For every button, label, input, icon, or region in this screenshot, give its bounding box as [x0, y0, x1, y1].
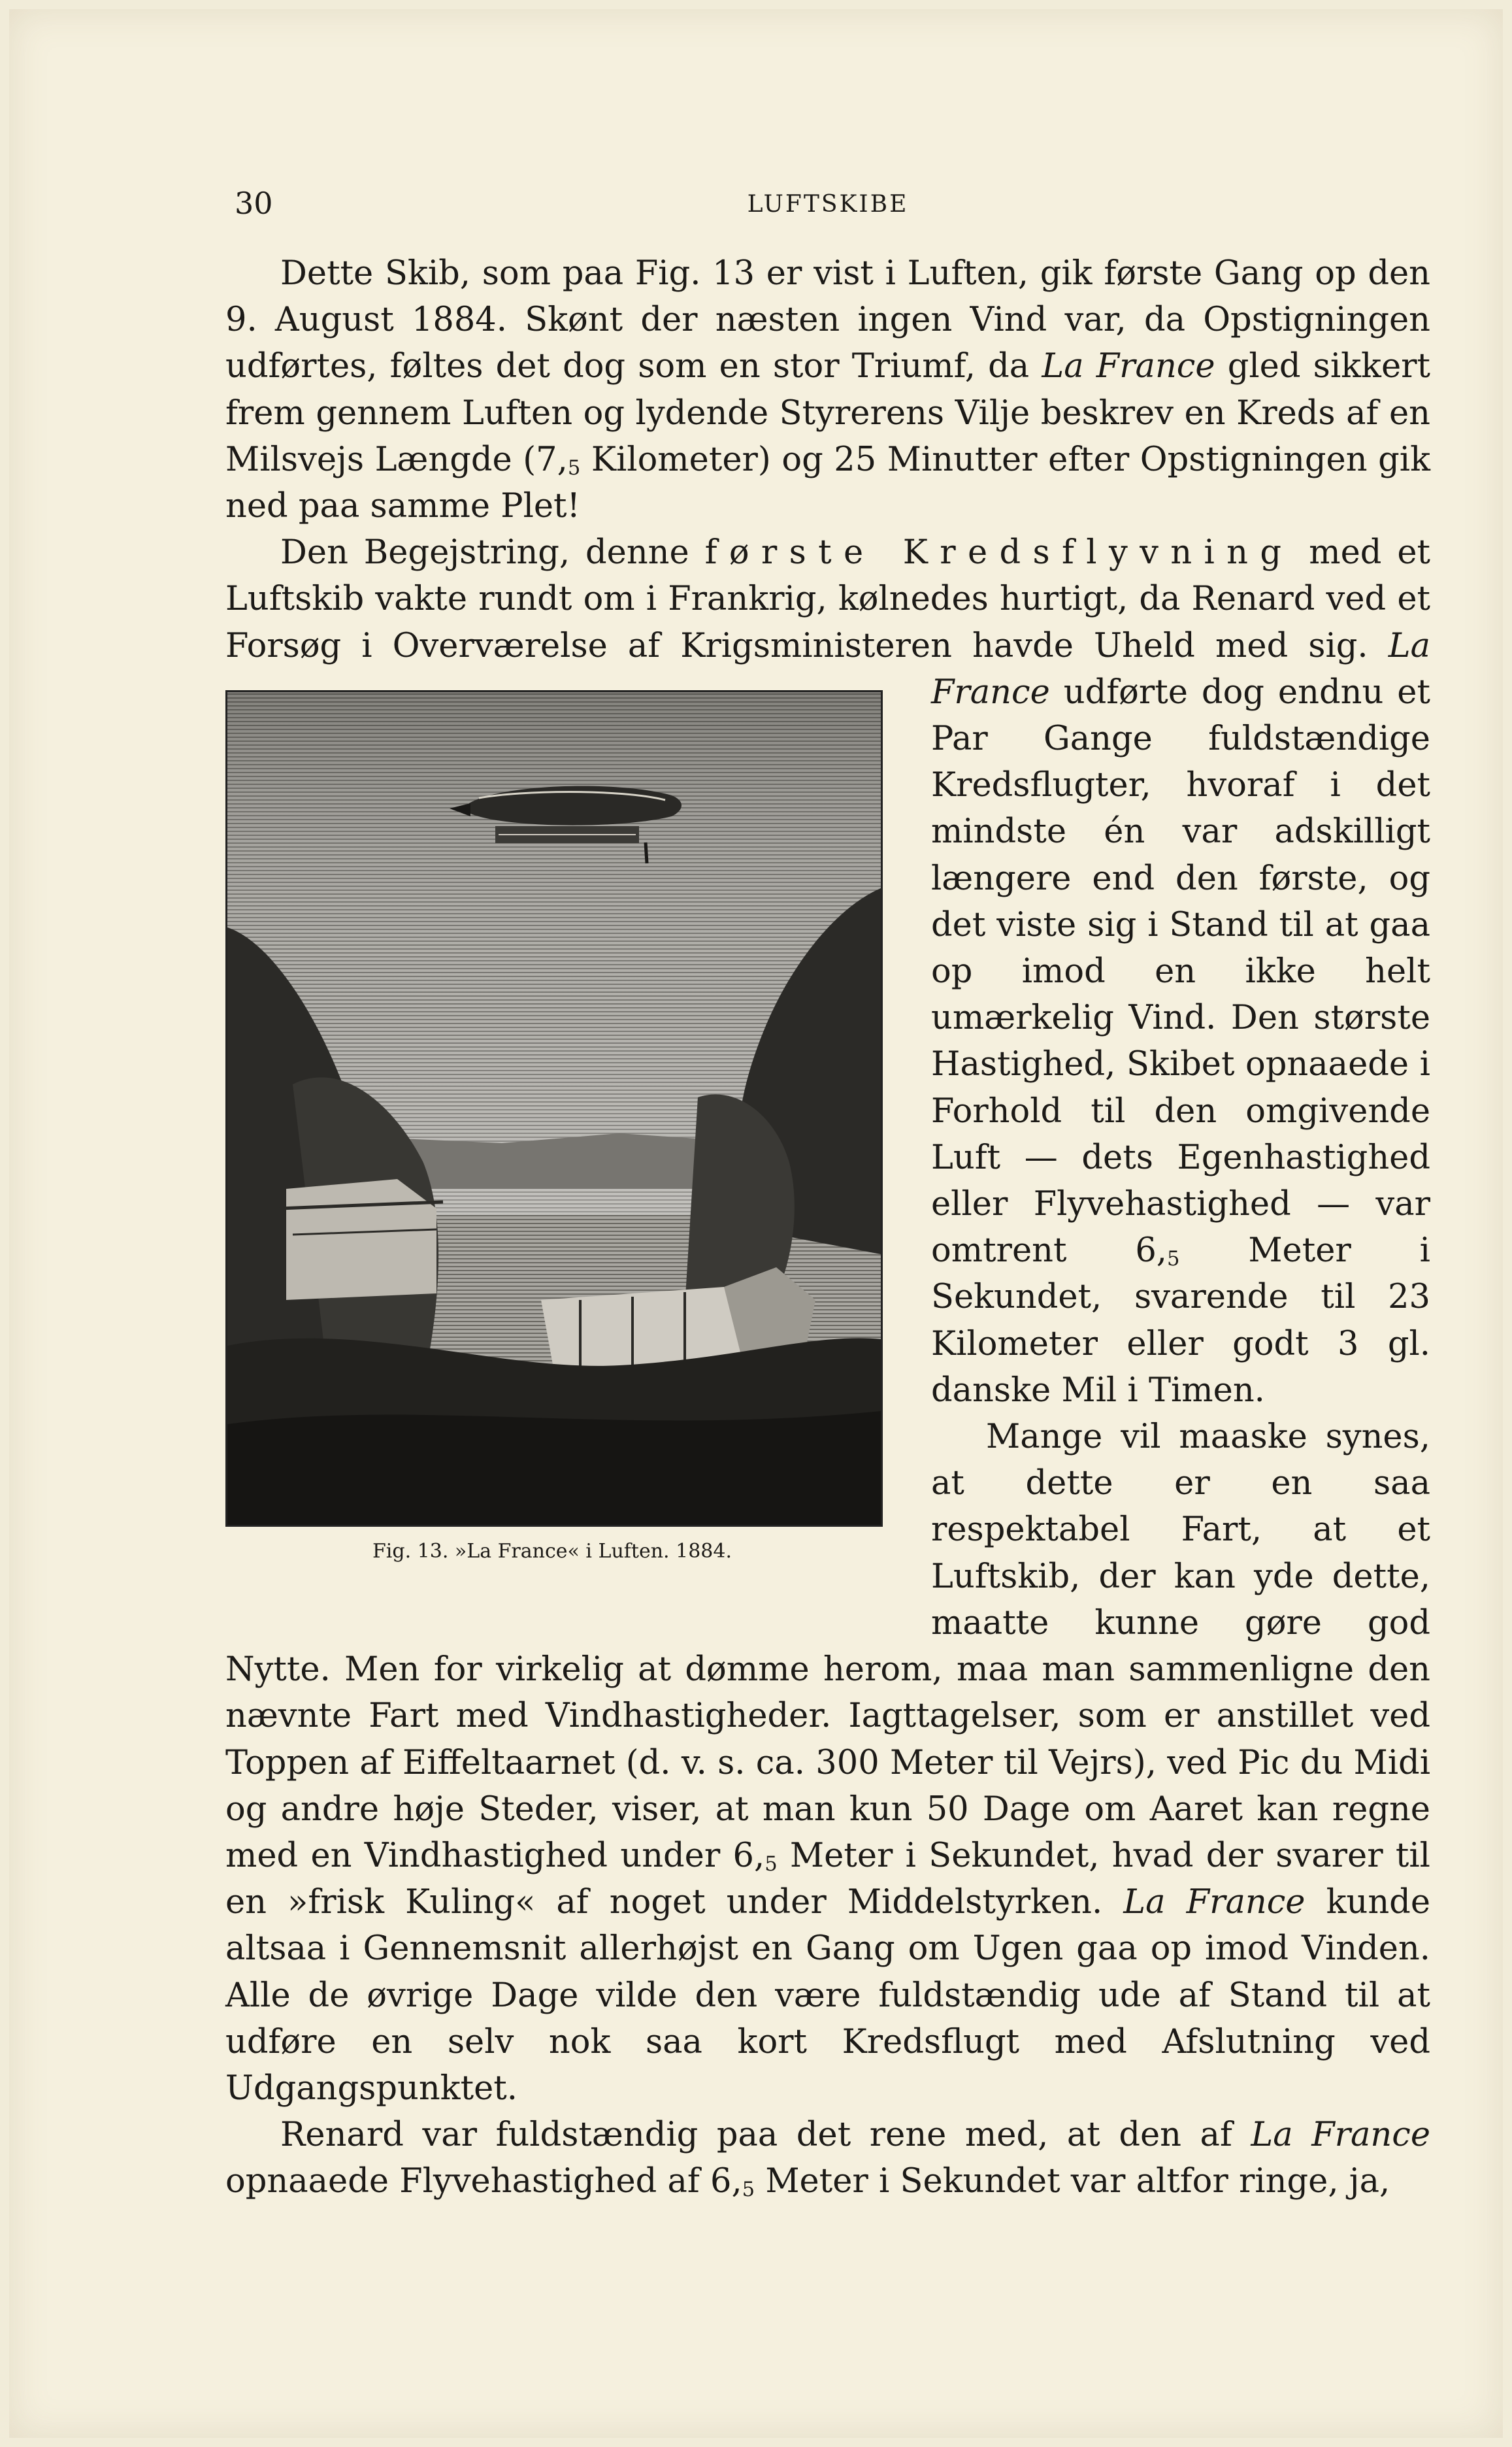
page-number: 30 [235, 186, 273, 221]
paragraph-1: Dette Skib, som paa Fig. 13 er vist i Luften, gik første Gang op den 9. August 1884. Skønt der næsten ingen Vind var, da Opstigningen udførtes, føltes det dog som en stor Triumf, da La France gled sikkert frem gennem Luften og lydende Styrerens Vilje beskrev en Kreds af en Milsvejs Længde ($7,_5$ Kilometer) og 25 Minutter efter Opstigningen gik ned paa samme Plet! [225, 254, 1430, 526]
airship-engraving-svg [227, 692, 881, 1525]
running-head [235, 186, 1421, 225]
running-title: LUFTSKIBE [747, 191, 909, 218]
paragraph-3: Mange vil maaske synes, at dette er en saa respektabel Fart, at et Luftskib, der kan yde dette, maatte kunne gøre god Nytte. Men for virkelig at dømme herom, maa man sammenligne den nævnte Fart med Vindhastigheder. Iagttagelser, som er anstillet ved Toppen af Eiffeltaarnet (d. v. s. ca. 300 Meter til Vejrs), ved Pic du Midi og andre høje Steder, viser, at man kun 50 Dage om Aaret kan regne med en Vindhastighed under $6,_5$ Meter i Sekundet, hvad der svarer til en »frisk Kuling« af noget under Middelstyrken. La France kunde altsaa i Gennemsnit allerhøjst en Gang om Ugen gaa op imod Vinden. Alle de øvrige Dage vilde den være fuldstændig ude af Stand til at udføre en selv nok saa kort Kredsflugt med Afslutning ved Udgangspunktet. [225, 1418, 1431, 2108]
figure-13 [225, 669, 892, 1617]
figure-caption: Fig. 13. »La France« i Luften. 1884. [372, 1539, 732, 1563]
airship-illustration [225, 690, 883, 1527]
paragraph-2: Den Begejstring, denne første Kredsflyvning med et Luftskib vakte rundt om i Frankrig, kølnedes hurtigt, da Renard ved et Forsøg i Overværelse af Krigsministeren havde Uheld med sig. Fig. 13. »La France« i Luften. 1884. La France udførte dog endnu et Par Gange fuldstændige Kredsflugter, hvoraf i det mindste én var adskilligt længere end den første, og det viste sig i Stand til at gaa op imod en ikke helt umærkelig Vind. Den største Hastighed, Skibet opnaaede i Forhold til den omgivende Luft — dets Egenhastighed eller Flyvehastighed — var omtrent $6,_5$ Meter i Sekundet, svarende til 23 Kilometer eller godt 3 gl. danske Mil i Timen. [225, 529, 1430, 1414]
paragraph-4: Renard var fuldstændig paa det rene med, at den af La France opnaaede Flyvehastighed af $6,_5$ Meter i Sekundet var altfor ringe, ja, [225, 2116, 1430, 2202]
body-text [225, 250, 1430, 2205]
